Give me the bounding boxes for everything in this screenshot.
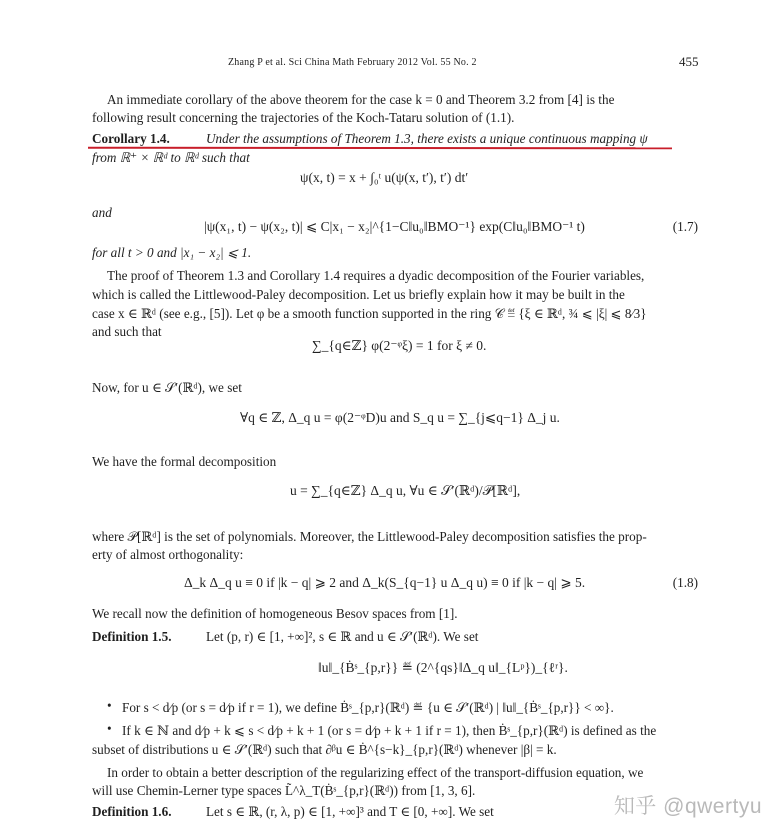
page-number: 455 <box>679 54 699 69</box>
and-word-1: and <box>92 205 112 220</box>
definition-1-6-label: Definition 1.6. <box>92 804 172 819</box>
now-for-line: Now, for u ∈ 𝒮′(ℝᵈ), we set <box>92 380 242 395</box>
paragraph-proof-line-1: The proof of Theorem 1.3 and Corollary 1.4 requires a dyadic decomposition of the Fourier variables, <box>107 268 645 283</box>
recall-line: We recall now the definition of homogeneous Besov spaces from [1]. <box>92 606 458 621</box>
equation-besov-norm: ‖u‖_{Ḃˢ_{p,r}} ≝ (2^{qs}‖Δ_q u‖_{Lᵖ})_{ℓʳ}. <box>318 660 568 675</box>
equation-1-7: |ψ(x₁, t) − ψ(x₂, t)| ⩽ C|x₁ − x₂|^{1−C‖u₀‖BMO⁻¹} exp(C‖u₀‖BMO⁻¹ t) <box>204 219 585 234</box>
paragraph-polynomials-line-2: erty of almost orthogonality: <box>92 547 244 562</box>
paragraph-intro-line-2: following result concerning the trajectories of the Koch-Tataru solution of (1.1). <box>92 110 515 125</box>
equation-psi: ψ(x, t) = x + ∫₀ᵗ u(ψ(x, t′), t′) dt′ <box>300 170 469 185</box>
bullet-1-text: For s < d⁄p (or s = d⁄p if r = 1), we define Ḃˢ_{p,r}(ℝᵈ) ≝ {u ∈ 𝒮′(ℝᵈ) | ‖u‖_{Ḃˢ_{p,r}} < ∞}. <box>122 700 614 715</box>
paragraph-chemin-lerner-line-1: In order to obtain a better description of the regularizing effect of the transport-diffusion equation, we <box>107 765 644 780</box>
corollary-statement-line-1: Under the assumptions of Theorem 1.3, there exists a unique continuous mapping ψ <box>206 131 648 146</box>
for-all-line: for all t > 0 and |x₁ − x₂| ⩽ 1. <box>92 245 252 260</box>
bullet-2-line-1: If k ∈ ℕ and d⁄p + k ⩽ s < d⁄p + k + 1 (or s = d⁄p + k + 1 if r = 1), then Ḃˢ_{p,r}(ℝᵈ) is defined as the <box>122 723 657 738</box>
equation-number-1-8: (1.8) <box>672 575 698 590</box>
definition-1-6-text: Let s ∈ ℝ, (r, λ, p) ∈ [1, +∞]³ and T ∈ [0, +∞]. We set <box>206 804 494 819</box>
paragraph-intro-line-1: An immediate corollary of the above theorem for the case k = 0 and Theorem 3.2 from [4] is the <box>107 92 615 107</box>
equation-decomposition: u = ∑_{q∈ℤ} Δ_q u, ∀u ∈ 𝒮′(ℝᵈ)/𝒫[ℝᵈ], <box>290 483 521 498</box>
paragraph-polynomials-line-1: where 𝒫[ℝᵈ] is the set of polynomials. Moreover, the Littlewood-Paley decomposition satisfies the prop- <box>92 529 647 544</box>
paragraph-proof-line-4: and such that <box>92 324 162 339</box>
zhihu-watermark: 知乎 @qwertyu <box>613 795 762 818</box>
paragraph-proof-line-3: case x ∈ ℝᵈ (see e.g., [5]). Let φ be a smooth function supported in the ring 𝒞 ≝ {ξ ∈ ℝᵈ, ¾ ⩽ |ξ| ⩽ 8⁄3} <box>92 306 647 321</box>
corollary-statement-line-2: from ℝ⁺ × ℝᵈ to ℝᵈ such that <box>92 150 250 165</box>
equation-delta-q: ∀q ∈ ℤ, Δ_q u = φ(2⁻ᵠD)u and S_q u = ∑_{j⩽q−1} Δ_j u. <box>240 410 560 425</box>
definition-1-5-label: Definition 1.5. <box>92 629 172 644</box>
paragraph-chemin-lerner-line-2: will use Chemin-Lerner type spaces L̃^λ_T(Ḃˢ_{p,r}(ℝᵈ)) from [1, 3, 6]. <box>92 783 476 798</box>
formal-decomposition-line: We have the formal decomposition <box>92 454 277 469</box>
equation-number-1-7: (1.7) <box>672 219 698 234</box>
equation-1-8: Δ_k Δ_q u ≡ 0 if |k − q| ⩾ 2 and Δ_k(S_{q−1} u Δ_q u) ≡ 0 if |k − q| ⩾ 5. <box>184 575 586 590</box>
bullet-dot-1: • <box>107 698 112 713</box>
paragraph-proof-line-2: which is called the Littlewood-Paley decomposition. Let us briefly explain how it may be built in the <box>92 287 625 302</box>
definition-1-5-text: Let (p, r) ∈ [1, +∞]², s ∈ ℝ and u ∈ 𝒮′(ℝᵈ). We set <box>206 629 479 644</box>
corollary-label: Corollary 1.4. <box>92 131 170 146</box>
equation-sum-phi: ∑_{q∈ℤ} φ(2⁻ᵠξ) = 1 for ξ ≠ 0. <box>312 338 487 353</box>
bullet-2-line-2: subset of distributions u ∈ 𝒮′(ℝᵈ) such that ∂ᵝu ∈ Ḃ^{s−k}_{p,r}(ℝᵈ) whenever |β| = k. <box>92 742 557 757</box>
running-header: Zhang P et al. Sci China Math February 2012 Vol. 55 No. 2 <box>228 57 477 68</box>
bullet-dot-2: • <box>107 721 112 736</box>
